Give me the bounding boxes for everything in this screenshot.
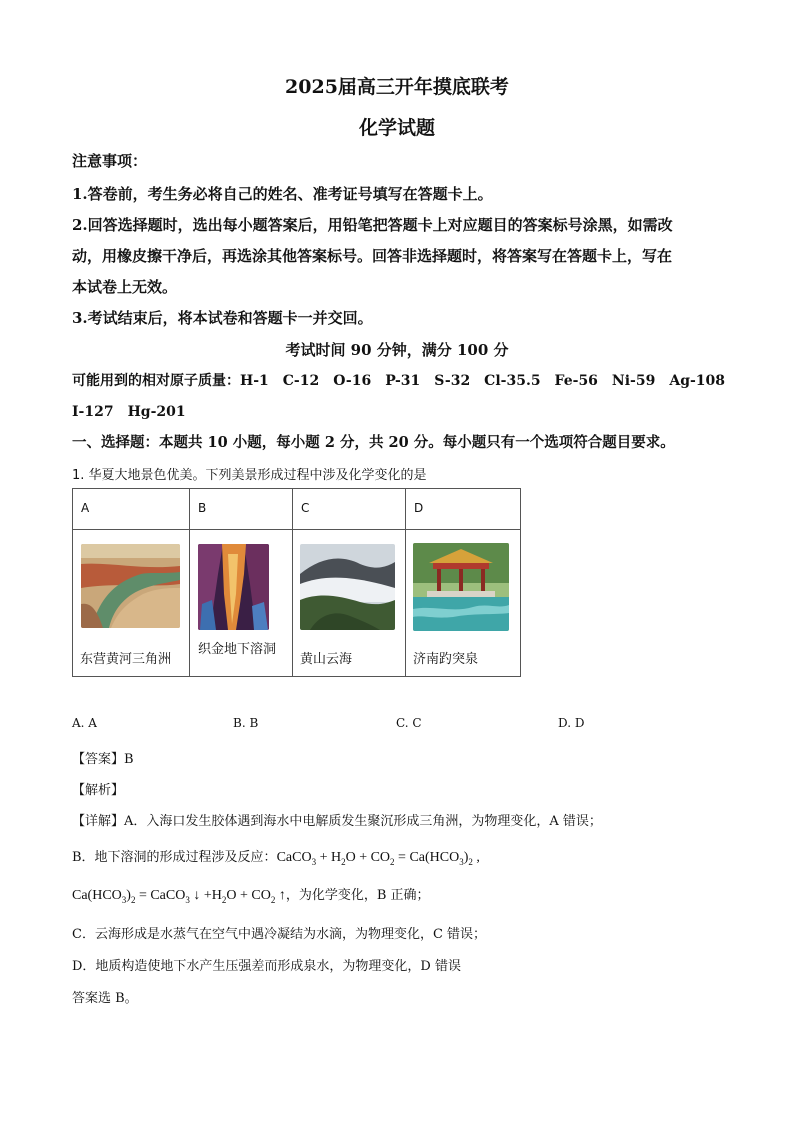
detail-a-line <box>72 810 602 829</box>
caption-d: 济南趵突泉 <box>413 652 479 667</box>
equation-1: CaCO$_3$ + $H_2O + CO_2 = Ca(HCO_3)_2$ , <box>276 850 480 867</box>
column-header-d: D <box>406 489 521 530</box>
subject-title: 化学试题 <box>358 117 435 139</box>
option-b[interactable]: B. B <box>233 716 259 730</box>
yellow-river-delta-photo <box>81 544 180 628</box>
detail-d-text: D．地质构造使地下水产生压强差而形成泉水，为物理变化，D 错误 <box>72 959 461 974</box>
detail-b-prefix: B．地下溶洞的形成过程涉及反应： <box>72 850 277 865</box>
section-1-heading: 一、选择题：本题共 10 小题，每小题 2 分，共 20 分。每小题只有一个选项符合题目要求。 <box>72 434 675 451</box>
notes-heading: 注意事项： <box>72 152 148 170</box>
answer-value: B <box>124 752 134 767</box>
detail-b-line-1 <box>72 846 480 867</box>
detail-a-text: A．入海口发生胶体遇到海水中电解质发生聚沉形成三角洲，为物理变化，A 错误； <box>124 814 602 829</box>
atomic-mass-line-1: 可能用到的相对原子质量：H-1 C-12 O-16 P-31 S-32 Cl-35.5 Fe-56 Ni-59 Ag-108 <box>72 373 726 389</box>
question-1-stem: 1. 华夏大地景色优美。下列美景形成过程中涉及化学变化的是 <box>72 468 427 483</box>
notes-item-1: 1.答卷前，考生务必将自己的姓名、准考证号填写在答题卡上。 <box>72 185 493 203</box>
detail-c-text: C．云海形成是水蒸气在空气中遇冷凝结为水滴，为物理变化，C 错误； <box>72 927 487 942</box>
column-header-a: A <box>73 489 190 530</box>
karst-cave-photo <box>198 544 269 630</box>
notes-item-3: 3.考试结束后，将本试卷和答题卡一并交回。 <box>72 309 373 327</box>
exam-title: 2025届高三开年摸底联考 <box>285 76 509 98</box>
equation-2: $Ca(HCO_3)_2$ = CaCO$_3$ ↓ $+H_2O + CO_2$ ↑ <box>72 888 286 905</box>
caption-b: 织金地下溶洞 <box>198 642 277 657</box>
caption-c: 黄山云海 <box>300 652 353 667</box>
notes-item-2-line-1: 2.回答选择题时，选出每小题答案后，用铅笔把答题卡上对应题目的答案标号涂黑，如需改 <box>72 216 673 234</box>
notes-item-2-line-2: 动，用橡皮擦干净后，再选涂其他答案标号。回答非选择题时，将答案写在答题卡上，写在 <box>72 247 673 265</box>
option-a[interactable]: A. A <box>72 716 97 730</box>
option-d[interactable]: D. D <box>558 716 585 730</box>
detail-tag: 【详解】 <box>72 814 125 829</box>
option-c[interactable]: C. C <box>396 716 422 730</box>
detail-b-line-2 <box>72 884 430 905</box>
huangshan-clouds-photo <box>300 544 395 630</box>
caption-a: 东营黄河三角洲 <box>80 652 172 667</box>
column-header-b: B <box>190 489 293 530</box>
baotu-spring-photo <box>413 543 509 631</box>
analysis-tag: 【解析】 <box>72 783 125 798</box>
answer-tag: 【答案】 <box>72 752 125 767</box>
detail-b-suffix: ，为化学变化，B 正确； <box>285 888 430 903</box>
column-header-c: C <box>293 489 406 530</box>
exam-time-info: 考试时间 90 分钟，满分 100 分 <box>285 341 509 359</box>
answer-line <box>72 748 134 767</box>
conclusion-text: 答案选 B。 <box>72 991 138 1006</box>
notes-item-2-line-3: 本试卷上无效。 <box>72 278 178 296</box>
atomic-mass-line-2: I-127 Hg-201 <box>72 404 186 420</box>
